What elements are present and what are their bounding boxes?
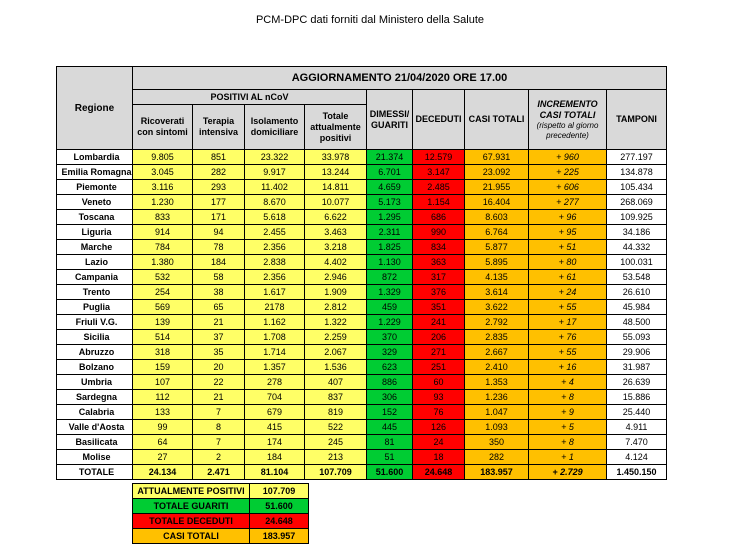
cell-deaths: 686: [413, 210, 465, 225]
cell-hospitalized: 914: [133, 225, 193, 240]
cell-deaths: 24: [413, 435, 465, 450]
cell-increment: + 55: [529, 345, 607, 360]
cell-recovered: 51: [367, 450, 413, 465]
cell-icu: 22: [193, 375, 245, 390]
cell-total-positive: 3.463: [305, 225, 367, 240]
cell-hospitalized: 3.045: [133, 165, 193, 180]
cell-home-isolation: 704: [245, 390, 305, 405]
table-row: [57, 150, 667, 165]
cell-deaths: 60: [413, 375, 465, 390]
cell-region-name: Puglia: [57, 300, 133, 315]
cell-icu: 8: [193, 420, 245, 435]
summary-label: CASI TOTALI: [133, 529, 250, 544]
cell-increment: + 1: [529, 450, 607, 465]
cell-total-cases: 2.835: [465, 330, 529, 345]
cell-hospitalized: 3.116: [133, 180, 193, 195]
cell-total-cases: 282: [465, 450, 529, 465]
cell-region-name: Calabria: [57, 405, 133, 420]
cell-deaths: 363: [413, 255, 465, 270]
cell-tests: 55.093: [607, 330, 667, 345]
cell-region-name: Piemonte: [57, 180, 133, 195]
table-row: [57, 165, 667, 180]
cell-region-name: TOTALE: [57, 465, 133, 480]
cell-icu: 94: [193, 225, 245, 240]
cell-tests: 100.031: [607, 255, 667, 270]
table-row: [57, 210, 667, 225]
cell-region-name: Sicilia: [57, 330, 133, 345]
cell-hospitalized: 99: [133, 420, 193, 435]
cell-total-positive: 2.259: [305, 330, 367, 345]
summary-label: TOTALE GUARITI: [133, 499, 250, 514]
cell-total-positive: 10.077: [305, 195, 367, 210]
cell-hospitalized: 569: [133, 300, 193, 315]
covid-table: [56, 66, 667, 480]
cell-icu: 35: [193, 345, 245, 360]
cell-hospitalized: 27: [133, 450, 193, 465]
cell-increment: + 51: [529, 240, 607, 255]
table-row: [57, 465, 667, 480]
header-home-isolation: Isolamento domiciliare: [245, 105, 305, 150]
cell-hospitalized: 139: [133, 315, 193, 330]
summary-value: 107.709: [250, 484, 309, 499]
cell-hospitalized: 112: [133, 390, 193, 405]
cell-home-isolation: 2.455: [245, 225, 305, 240]
cell-total-positive: 837: [305, 390, 367, 405]
cell-increment: + 16: [529, 360, 607, 375]
table-row: [57, 330, 667, 345]
header-increment-label: INCREMENTO CASI TOTALI: [537, 98, 598, 120]
summary-label: ATTUALMENTE POSITIVI: [133, 484, 250, 499]
cell-tests: 268.069: [607, 195, 667, 210]
cell-hospitalized: 159: [133, 360, 193, 375]
table-row: [57, 405, 667, 420]
cell-total-positive: 6.622: [305, 210, 367, 225]
cell-hospitalized: 514: [133, 330, 193, 345]
cell-tests: 4.911: [607, 420, 667, 435]
cell-total-positive: 1.536: [305, 360, 367, 375]
cell-hospitalized: 133: [133, 405, 193, 420]
cell-home-isolation: 679: [245, 405, 305, 420]
header-total-cases: CASI TOTALI: [465, 90, 529, 150]
cell-recovered: 370: [367, 330, 413, 345]
cell-hospitalized: 254: [133, 285, 193, 300]
cell-total-cases: 8.603: [465, 210, 529, 225]
cell-increment: + 55: [529, 300, 607, 315]
cell-total-cases: 350: [465, 435, 529, 450]
cell-total-positive: 2.067: [305, 345, 367, 360]
cell-tests: 105.434: [607, 180, 667, 195]
cell-hospitalized: 9.805: [133, 150, 193, 165]
cell-icu: 78: [193, 240, 245, 255]
cell-total-positive: 107.709: [305, 465, 367, 480]
table-row: [57, 390, 667, 405]
cell-region-name: Umbria: [57, 375, 133, 390]
cell-recovered: 4.659: [367, 180, 413, 195]
cell-region-name: Friuli V.G.: [57, 315, 133, 330]
cell-home-isolation: 23.322: [245, 150, 305, 165]
cell-recovered: 306: [367, 390, 413, 405]
cell-increment: + 960: [529, 150, 607, 165]
cell-tests: 48.500: [607, 315, 667, 330]
cell-increment: + 76: [529, 330, 607, 345]
header-deaths: DECEDUTI: [413, 90, 465, 150]
table-row: [57, 240, 667, 255]
cell-deaths: 317: [413, 270, 465, 285]
table-row: [57, 360, 667, 375]
cell-total-positive: 1.322: [305, 315, 367, 330]
cell-icu: 65: [193, 300, 245, 315]
cell-increment: + 24: [529, 285, 607, 300]
cell-total-cases: 5.895: [465, 255, 529, 270]
cell-tests: 31.987: [607, 360, 667, 375]
cell-icu: 37: [193, 330, 245, 345]
cell-home-isolation: 1.714: [245, 345, 305, 360]
cell-region-name: Valle d'Aosta: [57, 420, 133, 435]
cell-tests: 109.925: [607, 210, 667, 225]
table-row: [57, 255, 667, 270]
cell-icu: 38: [193, 285, 245, 300]
cell-recovered: 459: [367, 300, 413, 315]
cell-total-positive: 819: [305, 405, 367, 420]
cell-increment: + 9: [529, 405, 607, 420]
cell-icu: 282: [193, 165, 245, 180]
cell-home-isolation: 5.618: [245, 210, 305, 225]
cell-home-isolation: 174: [245, 435, 305, 450]
table-row: [57, 420, 667, 435]
cell-total-cases: 1.093: [465, 420, 529, 435]
cell-tests: 7.470: [607, 435, 667, 450]
cell-deaths: 3.147: [413, 165, 465, 180]
cell-icu: 7: [193, 405, 245, 420]
cell-hospitalized: 1.380: [133, 255, 193, 270]
cell-total-cases: 6.764: [465, 225, 529, 240]
table-row: [57, 195, 667, 210]
cell-deaths: 24.648: [413, 465, 465, 480]
summary-row: [133, 514, 309, 529]
cell-recovered: 1.229: [367, 315, 413, 330]
cell-increment: + 61: [529, 270, 607, 285]
cell-deaths: 241: [413, 315, 465, 330]
cell-recovered: 1.825: [367, 240, 413, 255]
cell-total-positive: 33.978: [305, 150, 367, 165]
table-row: [57, 345, 667, 360]
cell-total-cases: 2.410: [465, 360, 529, 375]
cell-icu: 293: [193, 180, 245, 195]
cell-total-positive: 213: [305, 450, 367, 465]
cell-region-name: Bolzano: [57, 360, 133, 375]
cell-total-positive: 522: [305, 420, 367, 435]
cell-hospitalized: 24.134: [133, 465, 193, 480]
cell-deaths: 18: [413, 450, 465, 465]
table-row: [57, 435, 667, 450]
cell-icu: 21: [193, 390, 245, 405]
cell-recovered: 1.295: [367, 210, 413, 225]
cell-total-cases: 3.622: [465, 300, 529, 315]
table-row: [57, 375, 667, 390]
cell-recovered: 5.173: [367, 195, 413, 210]
cell-region-name: Trento: [57, 285, 133, 300]
cell-recovered: 2.311: [367, 225, 413, 240]
cell-region-name: Liguria: [57, 225, 133, 240]
cell-recovered: 81: [367, 435, 413, 450]
cell-recovered: 445: [367, 420, 413, 435]
table-row: [57, 285, 667, 300]
cell-home-isolation: 2.356: [245, 270, 305, 285]
header-recovered: DIMESSI/ GUARITI: [367, 90, 413, 150]
header-icu: Terapia intensiva: [193, 105, 245, 150]
cell-total-cases: 2.667: [465, 345, 529, 360]
header-tests: TAMPONI: [607, 90, 667, 150]
cell-tests: 45.984: [607, 300, 667, 315]
page-title: PCM-DPC dati forniti dal Ministero della Salute: [255, 14, 485, 26]
cell-recovered: 623: [367, 360, 413, 375]
cell-icu: 2: [193, 450, 245, 465]
cell-icu: 20: [193, 360, 245, 375]
cell-home-isolation: 11.402: [245, 180, 305, 195]
cell-hospitalized: 107: [133, 375, 193, 390]
cell-recovered: 1.329: [367, 285, 413, 300]
cell-total-cases: 67.931: [465, 150, 529, 165]
cell-icu: 58: [193, 270, 245, 285]
table-row: [57, 225, 667, 240]
cell-total-positive: 2.946: [305, 270, 367, 285]
cell-deaths: 271: [413, 345, 465, 360]
cell-total-cases: 1.236: [465, 390, 529, 405]
header-region: Regione: [57, 67, 133, 150]
cell-deaths: 206: [413, 330, 465, 345]
cell-home-isolation: 1.357: [245, 360, 305, 375]
cell-total-positive: 3.218: [305, 240, 367, 255]
cell-home-isolation: 2.838: [245, 255, 305, 270]
summary-label: TOTALE DECEDUTI: [133, 514, 250, 529]
cell-hospitalized: 532: [133, 270, 193, 285]
cell-deaths: 1.154: [413, 195, 465, 210]
cell-increment: + 95: [529, 225, 607, 240]
cell-increment: + 96: [529, 210, 607, 225]
cell-tests: 1.450.150: [607, 465, 667, 480]
cell-tests: 134.878: [607, 165, 667, 180]
cell-total-cases: 3.614: [465, 285, 529, 300]
cell-region-name: Marche: [57, 240, 133, 255]
table-row: [57, 270, 667, 285]
cell-region-name: Veneto: [57, 195, 133, 210]
cell-region-name: Abruzzo: [57, 345, 133, 360]
cell-hospitalized: 833: [133, 210, 193, 225]
cell-total-cases: 2.792: [465, 315, 529, 330]
cell-deaths: 93: [413, 390, 465, 405]
cell-home-isolation: 278: [245, 375, 305, 390]
cell-increment: + 8: [529, 390, 607, 405]
cell-region-name: Toscana: [57, 210, 133, 225]
cell-total-positive: 245: [305, 435, 367, 450]
cell-deaths: 126: [413, 420, 465, 435]
cell-icu: 177: [193, 195, 245, 210]
cell-tests: 277.197: [607, 150, 667, 165]
table-row: [57, 450, 667, 465]
cell-home-isolation: 1.617: [245, 285, 305, 300]
cell-home-isolation: 81.104: [245, 465, 305, 480]
cell-home-isolation: 2178: [245, 300, 305, 315]
cell-region-name: Sardegna: [57, 390, 133, 405]
cell-total-positive: 14.811: [305, 180, 367, 195]
summary-value: 183.957: [250, 529, 309, 544]
summary-value: 24.648: [250, 514, 309, 529]
cell-total-positive: 2.812: [305, 300, 367, 315]
cell-icu: 184: [193, 255, 245, 270]
cell-increment: + 277: [529, 195, 607, 210]
cell-total-cases: 16.404: [465, 195, 529, 210]
cell-tests: 26.639: [607, 375, 667, 390]
cell-increment: + 80: [529, 255, 607, 270]
cell-increment: + 8: [529, 435, 607, 450]
cell-home-isolation: 9.917: [245, 165, 305, 180]
cell-recovered: 872: [367, 270, 413, 285]
cell-increment: + 4: [529, 375, 607, 390]
cell-increment: + 606: [529, 180, 607, 195]
table-row: [57, 180, 667, 195]
cell-region-name: Basilicata: [57, 435, 133, 450]
cell-deaths: 12.579: [413, 150, 465, 165]
cell-total-cases: 4.135: [465, 270, 529, 285]
cell-increment: + 225: [529, 165, 607, 180]
cell-tests: 44.332: [607, 240, 667, 255]
cell-total-cases: 1.047: [465, 405, 529, 420]
cell-recovered: 51.600: [367, 465, 413, 480]
table-row: [57, 315, 667, 330]
cell-total-positive: 4.402: [305, 255, 367, 270]
cell-home-isolation: 2.356: [245, 240, 305, 255]
cell-total-cases: 1.353: [465, 375, 529, 390]
cell-region-name: Emilia Romagna: [57, 165, 133, 180]
cell-home-isolation: 8.670: [245, 195, 305, 210]
cell-icu: 2.471: [193, 465, 245, 480]
cell-hospitalized: 318: [133, 345, 193, 360]
header-positives: POSITIVI AL nCoV: [133, 90, 367, 105]
cell-deaths: 376: [413, 285, 465, 300]
cell-recovered: 1.130: [367, 255, 413, 270]
table-row: [57, 300, 667, 315]
cell-deaths: 351: [413, 300, 465, 315]
summary-row: [133, 529, 309, 544]
cell-tests: 26.610: [607, 285, 667, 300]
header-increment-note: (rispetto al giorno precedente): [536, 120, 599, 140]
cell-deaths: 990: [413, 225, 465, 240]
cell-hospitalized: 1.230: [133, 195, 193, 210]
cell-tests: 34.186: [607, 225, 667, 240]
cell-deaths: 834: [413, 240, 465, 255]
cell-increment: + 5: [529, 420, 607, 435]
cell-total-cases: 183.957: [465, 465, 529, 480]
cell-recovered: 329: [367, 345, 413, 360]
cell-total-cases: 21.955: [465, 180, 529, 195]
summary-row: [133, 484, 309, 499]
summary-value: 51.600: [250, 499, 309, 514]
cell-icu: 7: [193, 435, 245, 450]
cell-recovered: 6.701: [367, 165, 413, 180]
cell-home-isolation: 1.162: [245, 315, 305, 330]
cell-increment: + 17: [529, 315, 607, 330]
cell-home-isolation: 1.708: [245, 330, 305, 345]
cell-total-cases: 5.877: [465, 240, 529, 255]
cell-total-positive: 13.244: [305, 165, 367, 180]
header-hospitalized: Ricoverati con sintomi: [133, 105, 193, 150]
cell-region-name: Lombardia: [57, 150, 133, 165]
cell-total-positive: 1.909: [305, 285, 367, 300]
cell-tests: 4.124: [607, 450, 667, 465]
cell-icu: 851: [193, 150, 245, 165]
cell-region-name: Lazio: [57, 255, 133, 270]
cell-deaths: 76: [413, 405, 465, 420]
cell-tests: 53.548: [607, 270, 667, 285]
cell-recovered: 152: [367, 405, 413, 420]
cell-total-cases: 23.092: [465, 165, 529, 180]
summary-table: [132, 483, 309, 544]
header-update: AGGIORNAMENTO 21/04/2020 ORE 17.00: [133, 67, 667, 90]
cell-icu: 21: [193, 315, 245, 330]
header-increment: [529, 90, 607, 150]
cell-region-name: Molise: [57, 450, 133, 465]
cell-recovered: 21.374: [367, 150, 413, 165]
cell-total-positive: 407: [305, 375, 367, 390]
cell-icu: 171: [193, 210, 245, 225]
cell-hospitalized: 784: [133, 240, 193, 255]
cell-deaths: 2.485: [413, 180, 465, 195]
cell-tests: 25.440: [607, 405, 667, 420]
header-total-positive: Totale attualmente positivi: [305, 105, 367, 150]
cell-tests: 29.906: [607, 345, 667, 360]
cell-increment: + 2.729: [529, 465, 607, 480]
cell-tests: 15.886: [607, 390, 667, 405]
cell-hospitalized: 64: [133, 435, 193, 450]
cell-home-isolation: 415: [245, 420, 305, 435]
summary-row: [133, 499, 309, 514]
cell-recovered: 886: [367, 375, 413, 390]
cell-region-name: Campania: [57, 270, 133, 285]
cell-deaths: 251: [413, 360, 465, 375]
cell-home-isolation: 184: [245, 450, 305, 465]
